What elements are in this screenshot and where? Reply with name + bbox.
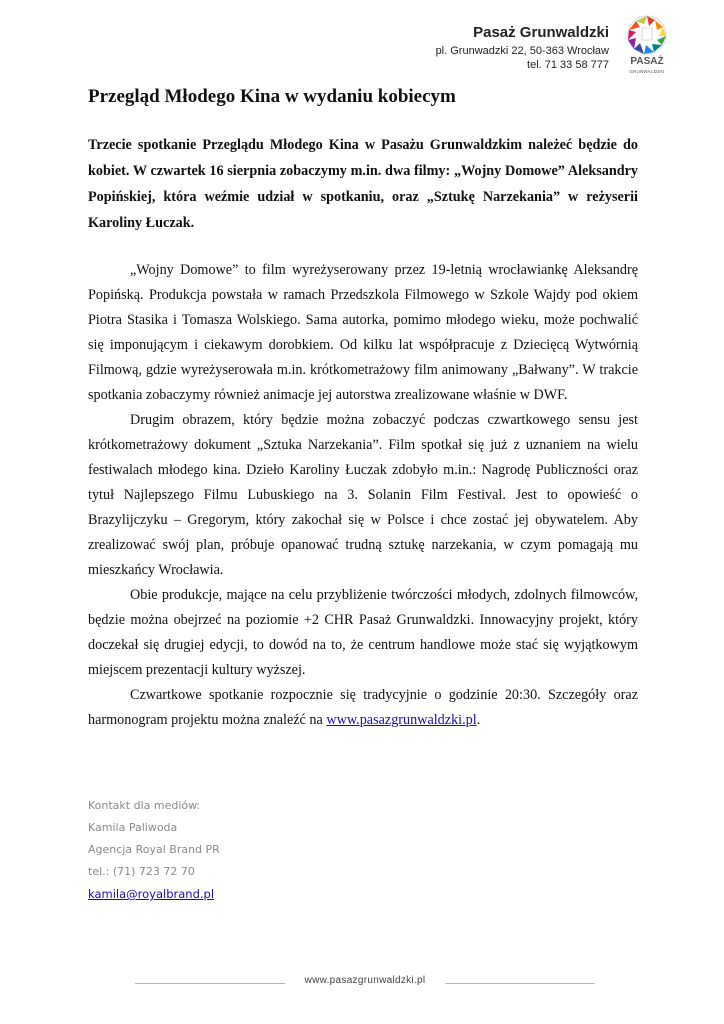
page-footer [135, 974, 595, 994]
contact-phone: tel.: (71) 723 72 70 [88, 865, 195, 878]
logo-subtext: GRUNWALDZKI [629, 69, 665, 74]
closing-punctuation: . [476, 712, 481, 728]
body-paragraph: Obie produkcje, mające na celu przybliżenie twórczości młodych, zdolnych filmowców, będzie można obejrzeć na poziomie +2 CHR Pasaż Grunwaldzki. Innowacyjny projekt, który doczekał się drugiej edycji, to dowód na to, że centrum handlowe może stać się wyjątkowym miejscem prezentacji kultury wyższej. [88, 587, 638, 678]
footer-divider-right [445, 983, 595, 984]
company-phone: tel. 71 33 58 777 [527, 59, 609, 71]
company-name: Pasaż Grunwaldzki [473, 24, 609, 41]
logo-mosaic-icon [622, 12, 672, 56]
contact-label: Kontakt dla mediów: [88, 799, 201, 812]
media-contact [88, 798, 220, 908]
pasaz-logo [622, 12, 672, 88]
lead-paragraph: Trzecie spotkanie Przeglądu Młodego Kina w Pasażu Grunwaldzkim należeć będzie do kobiet. W czwartek 16 sierpnia zobaczymy m.in. dwa filmy: „Wojny Domowe” Aleksandry Popińskiej, która weźmie udział w spotkaniu, oraz „Sztukę Narzekania” w reżyserii Karoliny Łuczak. [88, 137, 638, 231]
body-paragraph: Drugim obrazem, który będzie można zobaczyć podczas czwartkowego sensu jest krótkometrażowy dokument „Sztuka Narzekania”. Film spotkał się już z uznaniem na wielu festiwalach młodego kina. Dzieło Karoliny Łuczak zdobyło m.in.: Nagrodę Publiczności oraz tytuł Najlepszego Filmu Lubuskiego na 3. Solanin Film Festival. Jest to opowieść o Brazylijczyku – Gregorym, który zakochał się w Polsce i chce zostać jej obywatelem. Aby zrealizować swój plan, próbuje opanować trudną sztukę narzekania, w czym pomagają mu mieszkańcy Wrocławia. [88, 412, 638, 578]
page-title: Przegląd Młodego Kina w wydaniu kobiecym [88, 86, 456, 107]
closing-text: Czwartkowe spotkanie rozpocznie się tradycyjnie o godzinie 20:30. Szczegóły oraz harmonogram projektu można znaleźć na [88, 687, 638, 728]
body-paragraph: „Wojny Domowe” to film wyreżyserowany przez 19-letnią wrocławiankę Aleksandrę Popińską. Produkcja powstała w ramach Przedszkola Filmowego w Szkole Wajdy pod okiem Piotra Stasika i Tomasza Wolskiego. Sama autorka, pomimo młodego wieku, może pochwalić się imponującym i ciekawym dorobkiem. Od kilku lat współpracuje z Dziecięcą Wytwórnią Filmową, gdzie wyreżyserowała m.in. krótkometrażowy film animowany „Bałwany”. W trakcie spotkania zobaczymy również animacje jej autorstwa zrealizowane właśnie w DWF. [88, 262, 638, 403]
logo-text: PASAŻ [630, 56, 664, 67]
contact-email-link[interactable]: kamila@royalbrand.pl [88, 887, 215, 901]
footer-divider-left [135, 983, 285, 984]
letterhead [0, 12, 724, 82]
website-link[interactable]: www.pasazgrunwaldzki.pl [326, 712, 477, 728]
company-address: pl. Grunwadzki 22, 50-363 Wrocław [435, 45, 609, 57]
body-paragraph [88, 683, 638, 733]
contact-name: Kamila Paliwoda [88, 821, 178, 834]
contact-agency: Agencja Royal Brand PR [88, 843, 220, 856]
article-body [88, 258, 638, 733]
footer-url: www.pasazgrunwaldzki.pl [304, 975, 426, 986]
